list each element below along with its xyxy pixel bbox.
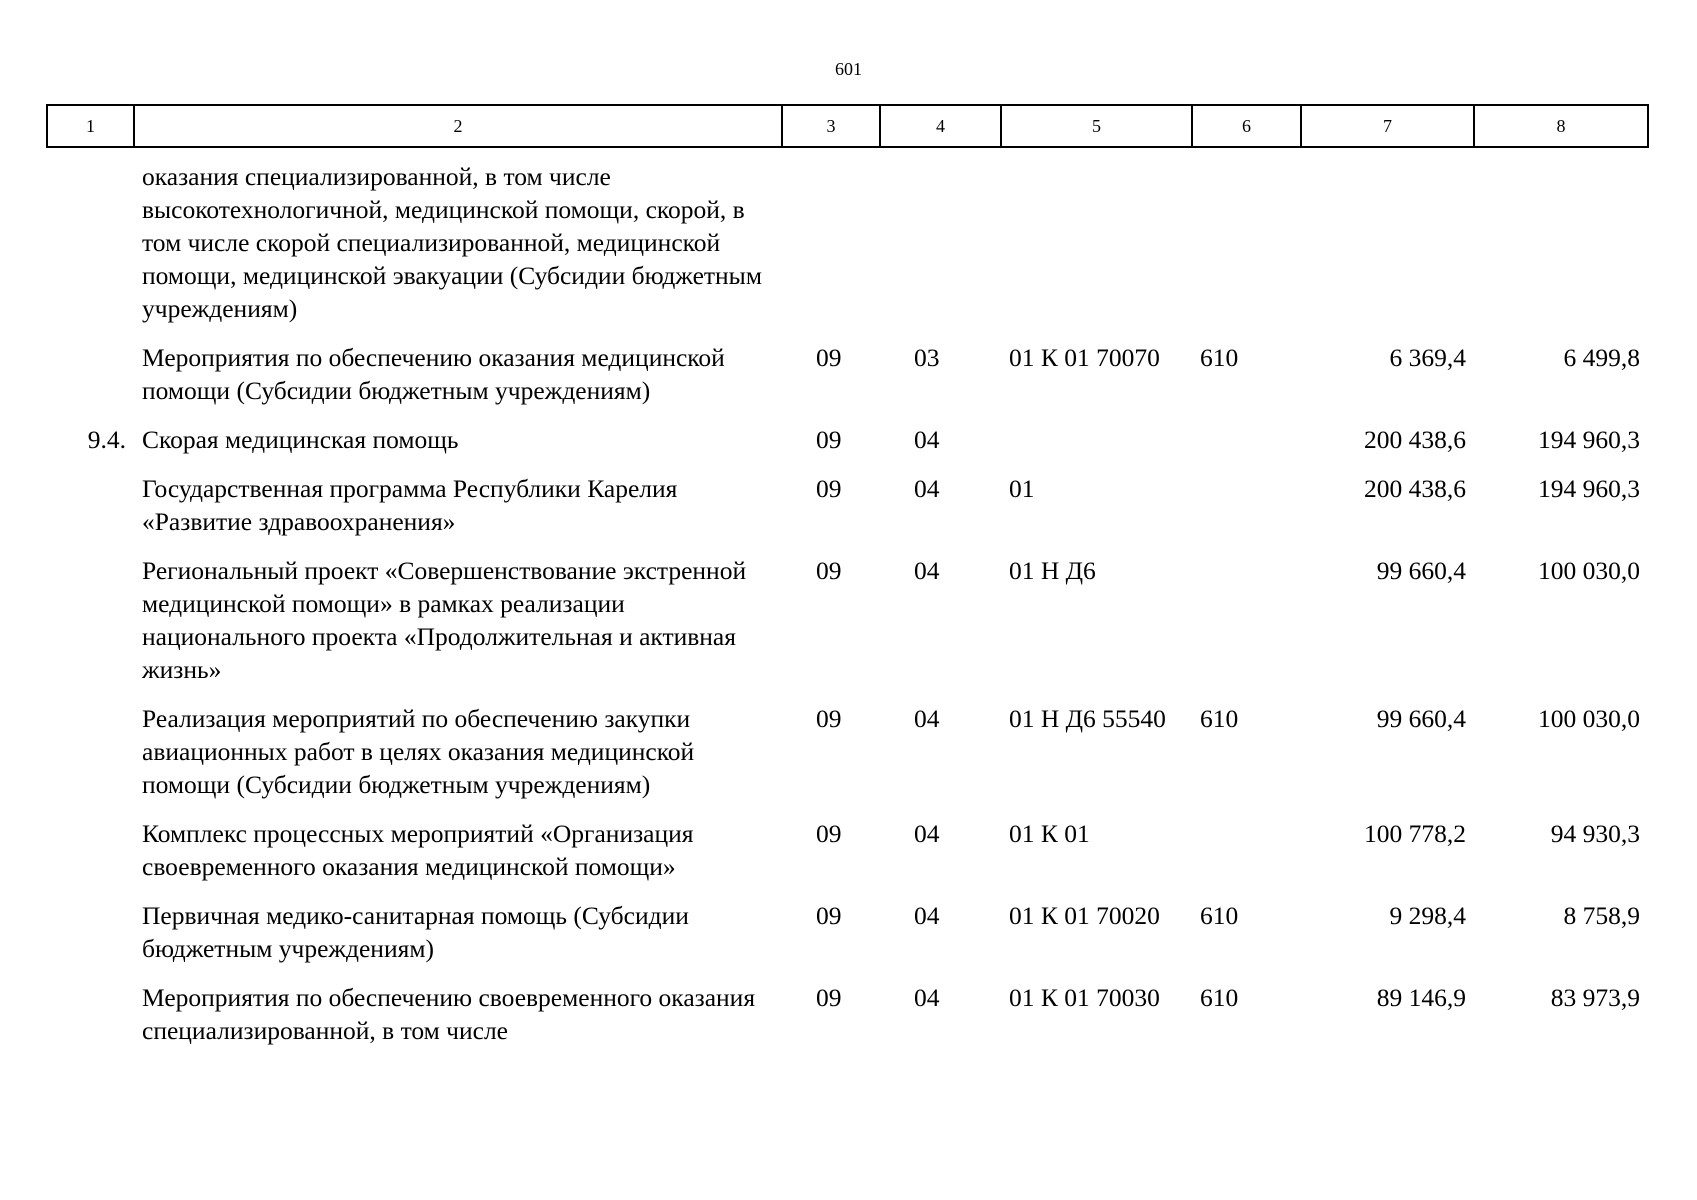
table-row — [47, 899, 1648, 981]
row-section: 09 — [816, 901, 842, 930]
row-subsection: 04 — [914, 556, 940, 585]
page-number: 601 — [835, 59, 862, 79]
row-target-article: 01 К 01 70020 — [1009, 901, 1160, 930]
header-col-5: 5 — [1001, 105, 1192, 147]
row-sum-year-1: 89 146,9 — [1376, 983, 1466, 1012]
row-sum-year-2: 6 499,8 — [1563, 343, 1640, 372]
row-expense-type — [1192, 817, 1301, 899]
header-col-1: 1 — [47, 105, 134, 147]
row-subsection: 04 — [914, 901, 940, 930]
row-expense-type — [1192, 147, 1301, 341]
row-sum-year-2: 100 030,0 — [1538, 556, 1640, 585]
row-subsection: 04 — [914, 474, 940, 503]
row-number — [47, 702, 134, 817]
row-number — [47, 554, 134, 702]
row-number — [47, 981, 134, 1063]
row-expense-type: 610 — [1200, 704, 1239, 733]
table-header — [47, 105, 1648, 147]
table-body — [47, 147, 1648, 1063]
row-number — [47, 341, 134, 423]
header-col-3: 3 — [782, 105, 880, 147]
table-row — [47, 981, 1648, 1063]
row-name: Мероприятия по обеспечению оказания медицинской помощи (Субсидии бюджетным учреждениям) — [142, 343, 725, 405]
row-subsection: 04 — [914, 425, 940, 454]
row-target-article: 01 К 01 70070 — [1009, 343, 1160, 372]
budget-table — [46, 104, 1649, 1063]
row-sum-year-2: 100 030,0 — [1538, 704, 1640, 733]
row-sum-year-2: 83 973,9 — [1550, 983, 1640, 1012]
row-subsection: 04 — [914, 983, 940, 1012]
row-sum-year-2: 194 960,3 — [1538, 425, 1640, 454]
table-row — [47, 341, 1648, 423]
row-target-article: 01 — [1009, 474, 1035, 503]
row-target-article — [1001, 147, 1192, 341]
row-number — [47, 817, 134, 899]
table-row — [47, 554, 1648, 702]
row-expense-type: 610 — [1200, 343, 1239, 372]
row-number — [47, 899, 134, 981]
row-name: Региональный проект «Совершенствование экстренной медицинской помощи» в рамках реализации национального проекта «Продолжительная и активная жизнь» — [142, 556, 747, 684]
row-name: Реализация мероприятий по обеспечению закупки авиационных работ в целях оказания медицинской помощи (Субсидии бюджетным учреждениям) — [142, 704, 695, 799]
row-expense-type — [1192, 423, 1301, 472]
row-subsection: 04 — [914, 819, 940, 848]
row-section: 09 — [816, 556, 842, 585]
row-subsection: 04 — [914, 704, 940, 733]
row-number: 9.4. — [87, 425, 126, 454]
row-sum-year-1: 200 438,6 — [1364, 474, 1466, 503]
row-section — [782, 147, 880, 341]
row-name: Мероприятия по обеспечению своевременного оказания специализированной, в том числе — [142, 983, 756, 1045]
header-col-4: 4 — [880, 105, 1001, 147]
row-sum-year-1: 99 660,4 — [1376, 556, 1466, 585]
row-subsection: 03 — [914, 343, 940, 372]
row-number — [47, 472, 134, 554]
header-col-8: 8 — [1474, 105, 1648, 147]
row-target-article: 01 К 01 — [1009, 819, 1090, 848]
row-section: 09 — [816, 819, 842, 848]
row-expense-type — [1192, 472, 1301, 554]
row-target-article — [1001, 423, 1192, 472]
row-sum-year-2: 194 960,3 — [1538, 474, 1640, 503]
row-section: 09 — [816, 704, 842, 733]
row-sum-year-1 — [1301, 147, 1474, 341]
row-section: 09 — [816, 343, 842, 372]
row-sum-year-1: 6 369,4 — [1389, 343, 1466, 372]
table-row — [47, 817, 1648, 899]
header-col-6: 6 — [1192, 105, 1301, 147]
row-sum-year-1: 100 778,2 — [1364, 819, 1466, 848]
row-expense-type: 610 — [1200, 983, 1239, 1012]
row-sum-year-1: 9 298,4 — [1389, 901, 1466, 930]
table-row — [47, 423, 1648, 472]
row-name: оказания специализированной, в том числе высокотехнологичной, медицинской помощи, скорой, в том числе скорой специализированной, медицинской помощи, медицинской эвакуации (Субсидии бюджетным учреждениям) — [142, 162, 762, 323]
row-target-article: 01 Н Д6 — [1009, 556, 1096, 585]
header-col-7: 7 — [1301, 105, 1474, 147]
row-expense-type — [1192, 554, 1301, 702]
row-sum-year-1: 99 660,4 — [1376, 704, 1466, 733]
row-name: Государственная программа Республики Карелия «Развитие здравоохранения» — [142, 474, 678, 536]
table-row — [47, 147, 1648, 341]
table-row — [47, 702, 1648, 817]
row-section: 09 — [816, 425, 842, 454]
row-sum-year-1: 200 438,6 — [1364, 425, 1466, 454]
header-row — [47, 105, 1648, 147]
row-target-article: 01 К 01 70030 — [1009, 983, 1160, 1012]
row-sum-year-2: 8 758,9 — [1563, 901, 1640, 930]
row-name: Первичная медико-санитарная помощь (Субсидии бюджетным учреждениям) — [142, 901, 689, 963]
row-number — [47, 147, 134, 341]
row-name: Комплекс процессных мероприятий «Организация своевременного оказания медицинской помощи» — [142, 819, 694, 881]
header-col-2: 2 — [134, 105, 782, 147]
table-row — [47, 472, 1648, 554]
row-target-article: 01 Н Д6 55540 — [1009, 704, 1166, 733]
row-name: Скорая медицинская помощь — [142, 425, 459, 454]
row-sum-year-2: 94 930,3 — [1550, 819, 1640, 848]
row-section: 09 — [816, 983, 842, 1012]
row-expense-type: 610 — [1200, 901, 1239, 930]
row-subsection — [880, 147, 1001, 341]
row-section: 09 — [816, 474, 842, 503]
row-sum-year-2 — [1474, 147, 1648, 341]
